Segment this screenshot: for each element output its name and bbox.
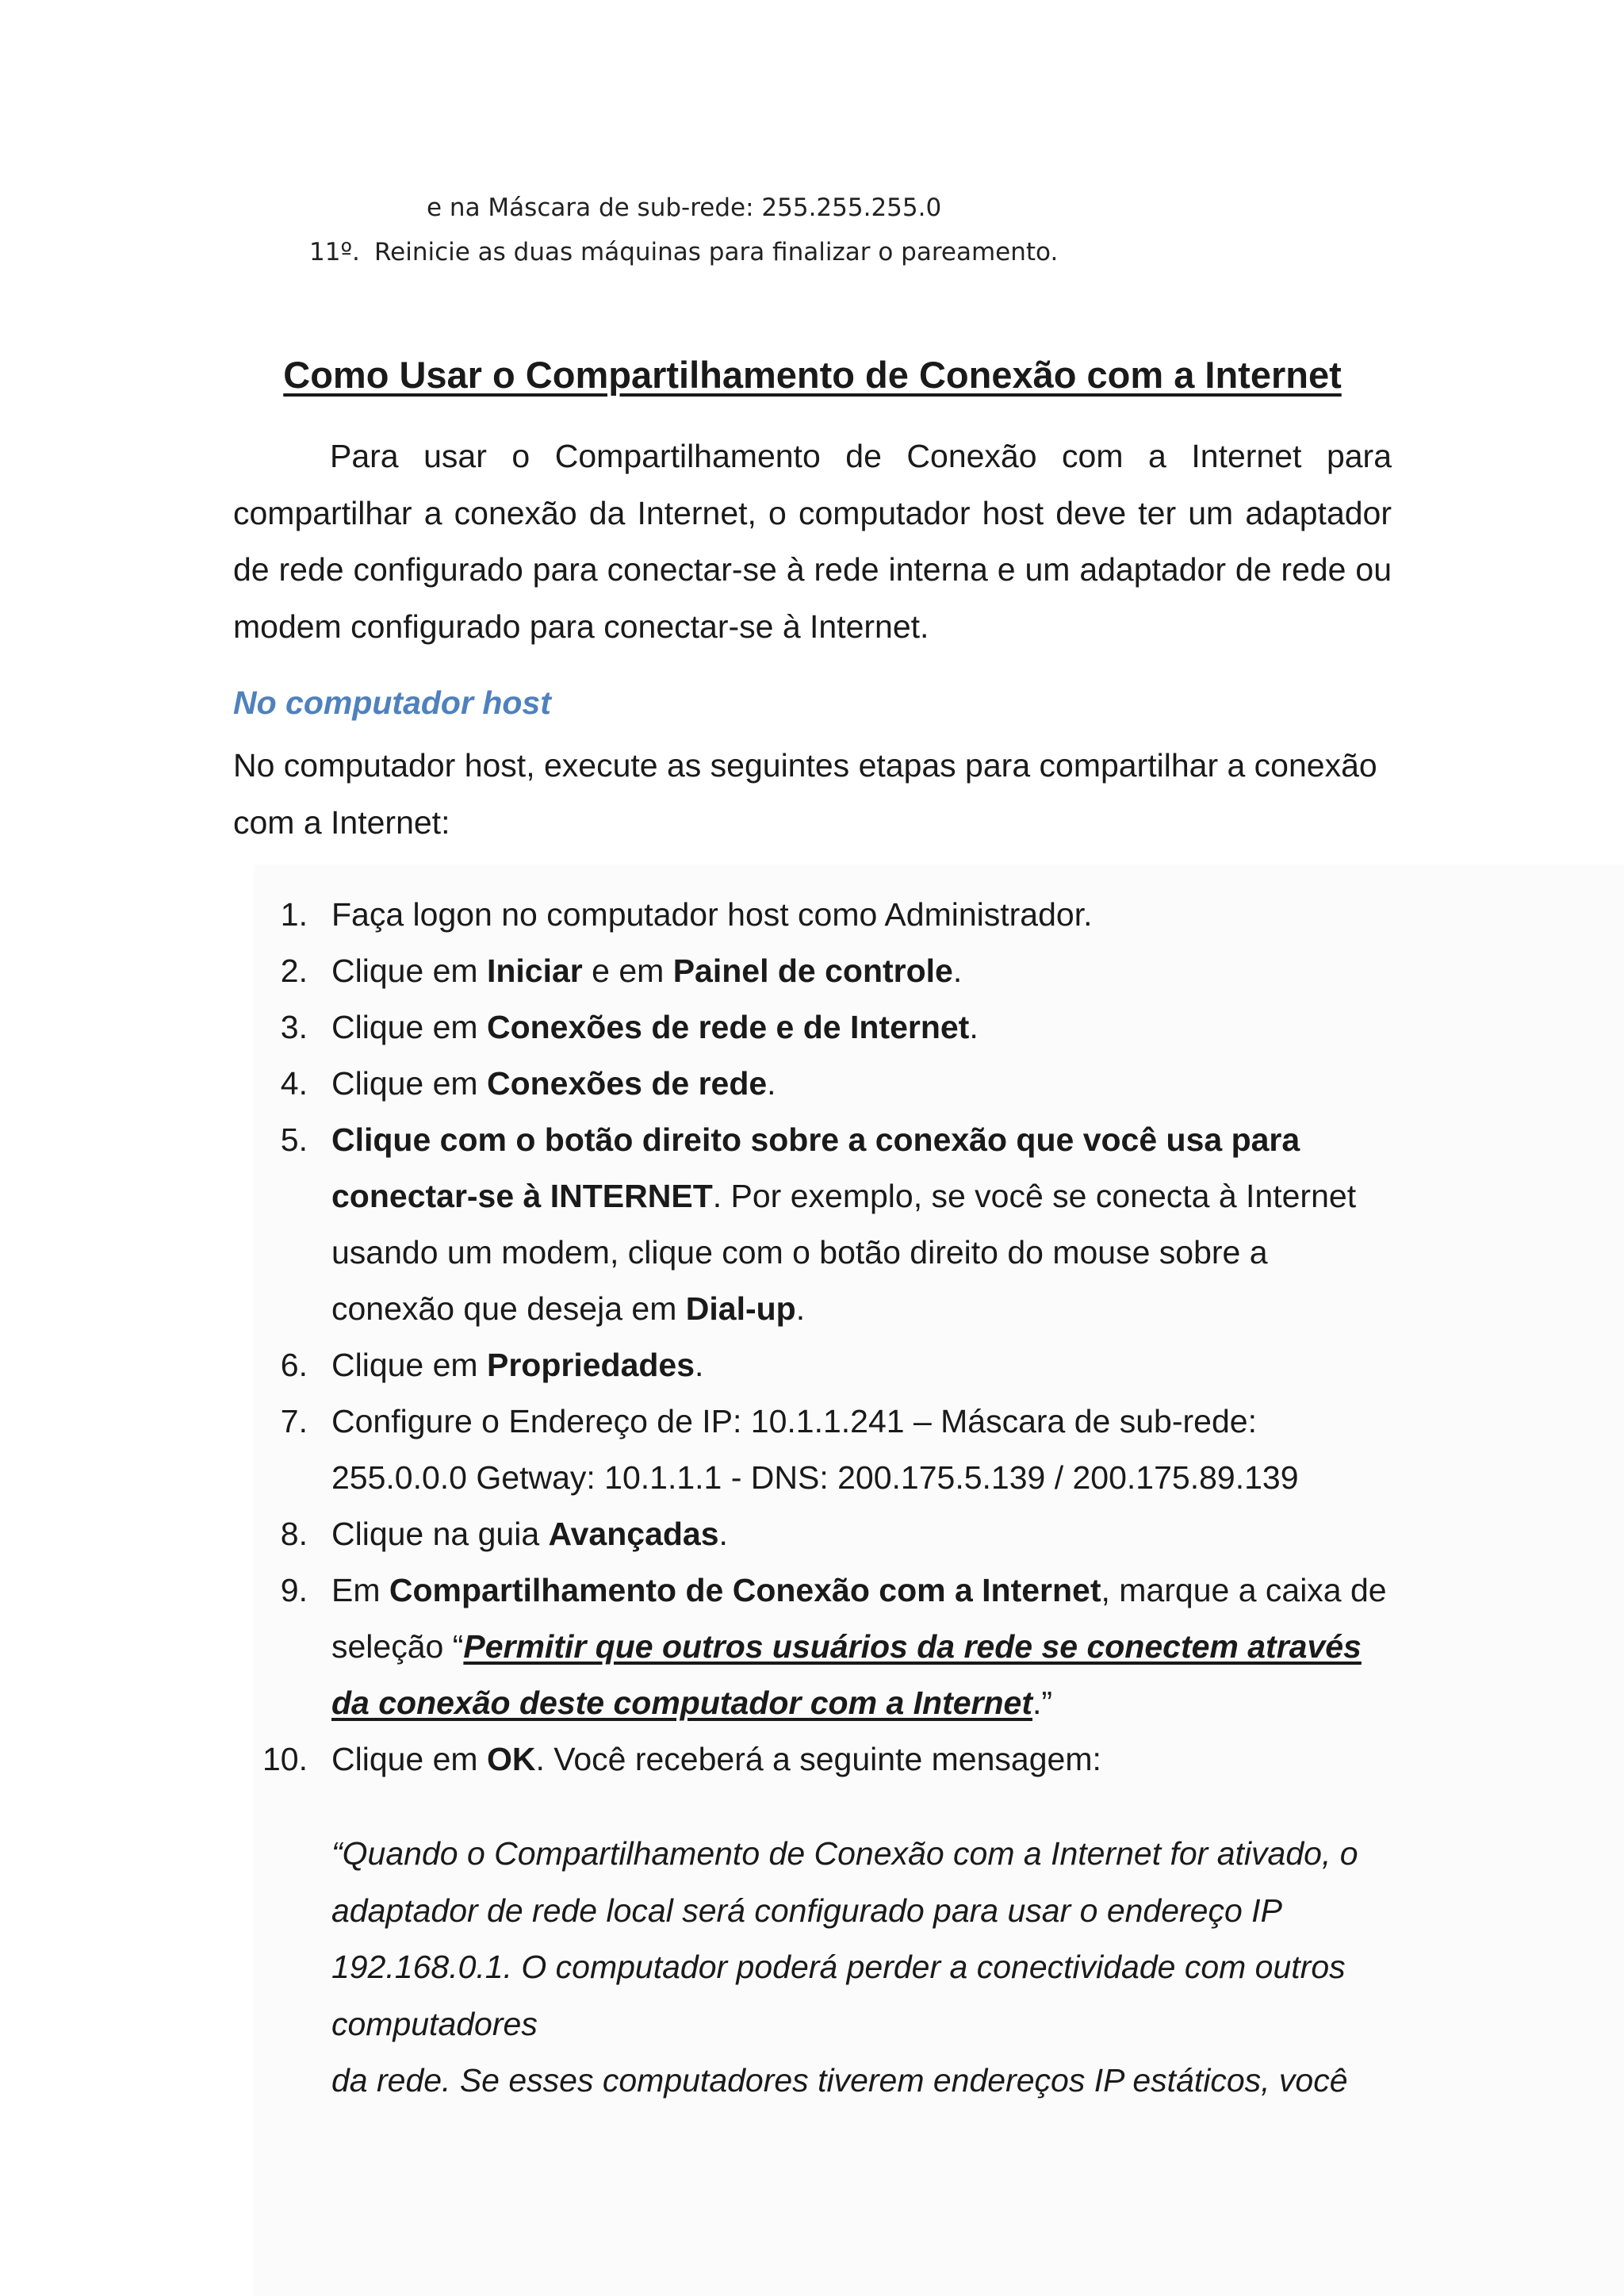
step-text: .	[718, 1516, 728, 1552]
step-11-note	[309, 238, 1058, 266]
step-number: 2.	[280, 953, 308, 989]
intro-paragraph: Para usar o Compartilhamento de Conexão com a Internet para compartilhar a conexão da Internet, o computador host deve ter um adaptador de rede configurado para conectar-se à rede interna e um adaptador de rede ou modem configurado para conectar-se à Internet.	[233, 438, 1392, 645]
step-text: Clique em	[331, 1741, 487, 1777]
step-item	[233, 943, 1392, 999]
step-text: e em	[582, 953, 673, 989]
step-emphasis: Dial-up	[685, 1290, 796, 1327]
section-heading: Como Usar o Compartilhamento de Conexão com a Internet	[283, 354, 1342, 396]
step-number: 7.	[280, 1403, 308, 1439]
step-number: 9.	[280, 1572, 308, 1608]
step-text: .	[695, 1347, 704, 1383]
step-item	[233, 1112, 1392, 1337]
step-11-text: Reinicie as duas máquinas para finalizar o pareamento.	[374, 238, 1059, 266]
quote-line: da rede. Se esses computadores tiverem endereços IP estáticos, você	[331, 2062, 1348, 2099]
step-text: Clique em	[331, 1065, 487, 1102]
warning-message-quote	[331, 1826, 1394, 2110]
step-item	[233, 1731, 1392, 1788]
step-text: . Você receberá a seguinte mensagem:	[535, 1741, 1101, 1777]
step-emphasis: Conexões de rede e de Internet	[486, 1009, 970, 1045]
step-emphasis: Painel de controle	[672, 953, 953, 989]
steps-list	[233, 887, 1392, 1788]
step-emphasis: Avançadas	[548, 1516, 719, 1552]
step-text: .	[795, 1290, 806, 1327]
step-text: .	[952, 953, 963, 989]
step-item	[233, 1506, 1392, 1562]
quote-line: “Quando o Compartilhamento de Conexão com a Internet for ativado, o	[331, 1835, 1358, 1872]
step-emphasis: Iniciar	[486, 953, 583, 989]
host-intro-paragraph: No computador host, execute as seguintes etapas para compartilhar a conexão com a Internet:	[233, 747, 1377, 841]
step-item	[233, 999, 1392, 1056]
subnet-mask-note: e na Máscara de sub-rede: 255.255.255.0	[427, 194, 942, 222]
step-number: 3.	[280, 1009, 308, 1045]
host-subheading: No computador host	[233, 684, 551, 721]
step-item	[233, 887, 1392, 943]
step-emphasis: Compartilhamento de Conexão com a Internet	[389, 1572, 1101, 1608]
step-number: 4.	[280, 1065, 308, 1102]
step-text: .”	[1032, 1685, 1053, 1721]
step-text: , marque a caixa de seleção “	[331, 1572, 1387, 1665]
step-text: Clique em	[331, 1009, 487, 1045]
step-item	[233, 1562, 1392, 1731]
step-number: 6.	[280, 1347, 308, 1383]
step-number: 5.	[280, 1121, 308, 1158]
step-item	[233, 1337, 1392, 1393]
step-emphasis: Permitir que outros usuários da rede se conectem através da conexão deste computador com a Internet	[331, 1628, 1362, 1721]
quote-line: adaptador de rede local será configurado para usar o endereço IP	[331, 1892, 1282, 1929]
step-emphasis: Clique com o botão direito sobre a conexão que você usa para conectar-se à INTERNET	[331, 1121, 1300, 1214]
step-text: Clique em	[331, 1347, 487, 1383]
step-item	[233, 1056, 1392, 1112]
step-number: 1.	[280, 896, 308, 933]
step-number: 10.	[262, 1741, 308, 1777]
step-text: Clique em	[331, 953, 487, 989]
step-number: 8.	[280, 1516, 308, 1552]
step-emphasis: Conexões de rede	[486, 1065, 768, 1102]
step-item	[233, 1393, 1392, 1506]
step-text: Clique na guia	[331, 1516, 549, 1552]
quote-line: computadores	[331, 2005, 538, 2042]
step-text: Em	[331, 1572, 389, 1608]
step-text: .	[767, 1065, 776, 1102]
step-text: Faça logon no computador host como Administrador.	[331, 896, 1093, 933]
step-emphasis: Propriedades	[486, 1347, 695, 1383]
step-text: .	[969, 1009, 979, 1045]
step-text: Configure o Endereço de IP: 10.1.1.241 – Máscara de sub-rede: 255.0.0.0 Getway: 10.1.1.1 - DNS: 200.175.5.139 / 200.175.89.139	[331, 1403, 1299, 1496]
quote-line: 192.168.0.1. O computador poderá perder a conectividade com outros	[331, 1949, 1346, 1985]
step-11-number: 11º.	[309, 238, 360, 266]
step-text: . Por exemplo, se você se conecta à Internet usando um modem, clique com o botão direito do mouse sobre a conexão que deseja em	[331, 1178, 1357, 1327]
step-emphasis: OK	[486, 1741, 536, 1777]
